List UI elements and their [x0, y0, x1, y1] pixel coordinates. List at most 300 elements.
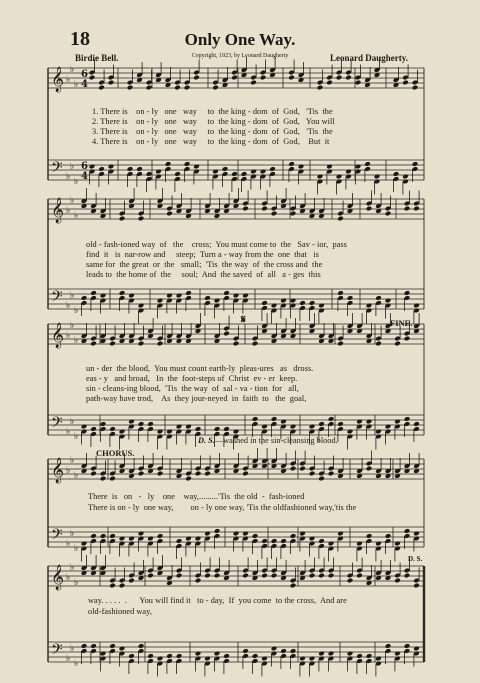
- note-head: [184, 161, 191, 167]
- flat-sign: ♭: [66, 301, 71, 311]
- note-head: [385, 424, 392, 430]
- note-head: [108, 164, 115, 170]
- note-head: [328, 541, 335, 547]
- note-head: [166, 429, 173, 435]
- bass-clef: 𝄢: [51, 288, 63, 309]
- note-head: [100, 293, 107, 299]
- note-head: [412, 161, 419, 167]
- note-head: [288, 75, 295, 81]
- note-head: [109, 476, 116, 482]
- note-head: [242, 293, 249, 299]
- note-head: [385, 211, 392, 217]
- note-head: [356, 573, 363, 579]
- flat-sign: ♭: [66, 75, 71, 85]
- note-head: [193, 75, 200, 81]
- note-head: [318, 476, 325, 482]
- ds-marker: D. S.: [408, 555, 423, 563]
- note-head: [394, 541, 401, 547]
- flat-sign: ♭: [74, 80, 79, 90]
- lyric-verse2-line3: eas - y and broad, In the foot-steps of Christ ev - er keep.: [86, 374, 298, 383]
- note-head: [328, 416, 335, 422]
- note-head: [109, 533, 116, 539]
- note-head: [347, 295, 354, 301]
- note-head: [193, 164, 200, 170]
- lyric-verse4-line1: 4. There is on - ly one way to the king - dom of God, But it: [92, 137, 330, 146]
- note-head: [90, 341, 97, 347]
- note-head: [326, 80, 333, 86]
- note-head: [128, 536, 135, 542]
- note-head: [81, 424, 88, 430]
- note-head: [271, 303, 278, 309]
- note-head: [385, 533, 392, 539]
- note-head: [337, 341, 344, 347]
- note-head: [337, 290, 344, 296]
- note-head: [138, 643, 145, 649]
- flat-sign: ♭: [74, 659, 79, 669]
- flat-sign: ♭: [66, 466, 71, 476]
- note-head: [271, 416, 278, 422]
- note-head: [309, 573, 316, 579]
- note-head: [347, 429, 354, 435]
- note-head: [155, 169, 162, 175]
- note-head: [242, 471, 249, 477]
- note-head: [337, 421, 344, 427]
- lyric-chorus-line2: There is on - ly one way, on - ly one way, 'Tis the oldfashioned way,'tis the: [88, 503, 357, 512]
- note-head: [326, 164, 333, 170]
- time-signature: 4: [81, 79, 88, 90]
- note-head: [185, 476, 192, 482]
- note-head: [176, 538, 183, 544]
- note-head: [309, 536, 316, 542]
- note-head: [108, 80, 115, 86]
- note-head: [261, 573, 268, 579]
- note-head: [100, 651, 107, 657]
- note-head: [222, 166, 229, 172]
- note-head: [345, 75, 352, 81]
- note-head: [280, 648, 287, 654]
- note-head: [233, 293, 240, 299]
- note-head: [366, 653, 373, 659]
- flat-sign: ♭: [70, 162, 75, 172]
- lyric-verse3-line1: 3. There is on - ly one way to the king - dom of God, 'Tis the: [92, 127, 333, 136]
- note-head: [356, 653, 363, 659]
- note-head: [212, 85, 219, 91]
- flat-sign: ♭: [66, 172, 71, 182]
- note-head: [261, 206, 268, 212]
- note-head: [413, 303, 420, 309]
- note-head: [119, 646, 126, 652]
- bass-clef: 𝄢: [51, 526, 63, 547]
- note-head: [90, 643, 97, 649]
- note-head: [328, 471, 335, 477]
- note-head: [413, 583, 420, 589]
- note-head: [119, 216, 126, 222]
- note-head: [223, 653, 230, 659]
- lyric-verse1-line2: old - fash-ioned way of the cross; You must come to the Sav - ior, pass: [86, 240, 347, 249]
- treble-clef: 𝄞: [51, 198, 65, 223]
- note-head: [157, 533, 164, 539]
- treble-clef: 𝄞: [51, 458, 65, 483]
- note-head: [309, 656, 316, 662]
- lyric-chorus-line1: There is on - ly one way,.........'Tis the old - fash-ioned: [88, 492, 305, 501]
- note-head: [393, 171, 400, 177]
- note-head: [147, 573, 154, 579]
- note-head: [174, 85, 181, 91]
- note-head: [280, 298, 287, 304]
- note-head: [394, 578, 401, 584]
- flat-sign: ♭: [70, 417, 75, 427]
- note-head: [127, 166, 134, 172]
- note-head: [375, 341, 382, 347]
- time-signature: 6: [81, 161, 88, 172]
- note-head: [157, 429, 164, 435]
- note-head: [318, 421, 325, 427]
- note-head: [223, 331, 230, 337]
- lyric-verse2-line2: find it is nar-row and steep; Turn a - way from the one that is: [86, 250, 319, 259]
- note-head: [128, 419, 135, 425]
- note-head: [119, 290, 126, 296]
- note-head: [138, 421, 145, 427]
- note-head: [299, 466, 306, 472]
- note-head: [242, 531, 249, 537]
- bass-clef: 𝄢: [51, 159, 63, 180]
- note-head: [413, 421, 420, 427]
- note-head: [269, 166, 276, 172]
- note-head: [223, 426, 230, 432]
- note-head: [271, 211, 278, 217]
- note-head: [252, 533, 259, 539]
- note-head: [366, 466, 373, 472]
- flat-sign: ♭: [70, 644, 75, 654]
- note-head: [394, 651, 401, 657]
- flat-sign: ♭: [74, 306, 79, 316]
- note-head: [204, 531, 211, 537]
- note-head: [195, 536, 202, 542]
- note-head: [385, 298, 392, 304]
- note-head: [165, 161, 172, 167]
- note-head: [375, 429, 382, 435]
- note-head: [241, 171, 248, 177]
- note-head: [260, 75, 267, 81]
- note-head: [404, 573, 411, 579]
- note-head: [147, 536, 154, 542]
- bass-clef: 𝄢: [51, 641, 63, 662]
- note-head: [375, 541, 382, 547]
- note-head: [404, 290, 411, 296]
- note-head: [204, 295, 211, 301]
- note-head: [100, 476, 107, 482]
- note-head: [138, 341, 145, 347]
- flat-sign: ♭: [74, 432, 79, 442]
- note-head: [127, 85, 134, 91]
- note-head: [318, 303, 325, 309]
- note-head: [404, 643, 411, 649]
- note-head: [119, 536, 126, 542]
- note-head: [356, 541, 363, 547]
- note-head: [242, 573, 249, 579]
- note-head: [347, 651, 354, 657]
- note-head: [288, 161, 295, 167]
- note-head: [90, 426, 97, 432]
- note-head: [250, 80, 257, 86]
- lyric-verse1-line1: 1. There is on - ly one way to the king - dom of God, 'Tis the: [92, 107, 333, 116]
- composer-credit: Birdie Bell.: [75, 53, 119, 63]
- treble-clef: 𝄞: [51, 565, 65, 590]
- note-head: [231, 171, 238, 177]
- note-head: [309, 471, 316, 477]
- flat-sign: ♭: [70, 529, 75, 539]
- note-head: [261, 300, 268, 306]
- note-head: [250, 169, 257, 175]
- note-head: [252, 653, 259, 659]
- note-head: [242, 648, 249, 654]
- note-head: [413, 646, 420, 652]
- note-head: [336, 174, 343, 180]
- note-head: [412, 85, 419, 91]
- note-head: [128, 578, 135, 584]
- lyric-final-line1: way. . . . . . You will find it to - day, If you come to the cross, And are: [88, 596, 347, 605]
- note-head: [280, 538, 287, 544]
- note-head: [136, 166, 143, 172]
- chorus-marker: CHORUS.: [96, 448, 135, 458]
- lyric-verse3-line2: same for the great or the small; 'Tis the way of the cross and the: [86, 260, 323, 269]
- note-head: [290, 533, 297, 539]
- flat-sign: ♭: [70, 456, 75, 466]
- note-head: [404, 336, 411, 342]
- note-head: [336, 75, 343, 81]
- lyric-verse1-line3: un - der the blood, You must count earth-ly pleas-ures as dross.: [86, 364, 314, 373]
- note-head: [176, 293, 183, 299]
- time-signature: 6: [81, 69, 88, 80]
- note-head: [195, 426, 202, 432]
- note-head: [185, 290, 192, 296]
- note-head: [223, 290, 230, 296]
- note-head: [147, 421, 154, 427]
- flat-sign: ♭: [70, 291, 75, 301]
- note-head: [204, 656, 211, 662]
- flat-sign: ♭: [74, 177, 79, 187]
- note-head: [128, 293, 135, 299]
- note-head: [214, 426, 221, 432]
- flat-sign: ♭: [70, 65, 75, 75]
- note-head: [109, 341, 116, 347]
- note-head: [98, 85, 105, 91]
- ds-text: —washed in the sin-cleansing blood.: [214, 436, 338, 445]
- note-head: [100, 533, 107, 539]
- flat-sign: ♭: [74, 211, 79, 221]
- note-head: [328, 651, 335, 657]
- note-head: [261, 424, 268, 430]
- note-head: [299, 300, 306, 306]
- note-head: [212, 169, 219, 175]
- note-head: [146, 85, 153, 91]
- copyright-notice: Copyright, 1923, by Leonard Daugherty: [191, 53, 289, 59]
- note-head: [157, 298, 164, 304]
- note-head: [204, 471, 211, 477]
- note-head: [138, 303, 145, 309]
- note-head: [81, 541, 88, 547]
- author-credit: Leonard Daugherty.: [330, 53, 409, 63]
- flat-sign: ♭: [66, 206, 71, 216]
- dal-segno-line: [198, 436, 338, 445]
- note-head: [90, 471, 97, 477]
- note-head: [176, 573, 183, 579]
- note-head: [375, 656, 382, 662]
- note-head: [233, 429, 240, 435]
- note-head: [109, 643, 116, 649]
- note-head: [185, 536, 192, 542]
- note-head: [394, 419, 401, 425]
- note-head: [204, 573, 211, 579]
- note-head: [166, 653, 173, 659]
- note-head: [119, 429, 126, 435]
- note-head: [89, 164, 96, 170]
- note-head: [184, 85, 191, 91]
- note-head: [404, 206, 411, 212]
- fine-marker: FINE.: [390, 318, 413, 328]
- note-head: [366, 533, 373, 539]
- note-head: [317, 174, 324, 180]
- note-head: [317, 85, 324, 91]
- note-head: [252, 416, 259, 422]
- note-head: [366, 419, 373, 425]
- note-head: [385, 643, 392, 649]
- note-head: [195, 471, 202, 477]
- segno-sign: 𝄋: [241, 314, 246, 326]
- note-head: [337, 531, 344, 537]
- note-head: [290, 466, 297, 472]
- ds-label: D. S.: [198, 436, 215, 445]
- lyric-final-line2: old-fashioned way,: [88, 607, 152, 616]
- note-head: [176, 653, 183, 659]
- note-head: [214, 573, 221, 579]
- note-head: [98, 166, 105, 172]
- note-head: [260, 169, 267, 175]
- note-head: [128, 653, 135, 659]
- flat-sign: ♭: [74, 578, 79, 588]
- note-head: [89, 75, 96, 81]
- note-head: [146, 171, 153, 177]
- hymn-number: 18: [70, 28, 90, 50]
- note-head: [252, 341, 259, 347]
- note-head: [309, 424, 316, 430]
- note-head: [318, 573, 325, 579]
- flat-sign: ♭: [66, 427, 71, 437]
- note-head: [290, 648, 297, 654]
- note-head: [214, 298, 221, 304]
- note-head: [176, 424, 183, 430]
- note-head: [366, 206, 373, 212]
- note-head: [195, 578, 202, 584]
- note-head: [318, 538, 325, 544]
- note-head: [280, 419, 287, 425]
- note-head: [290, 424, 297, 430]
- note-head: [299, 656, 306, 662]
- flat-sign: ♭: [74, 471, 79, 481]
- note-head: [364, 161, 371, 167]
- note-head: [328, 573, 335, 579]
- note-head: [214, 528, 221, 534]
- note-head: [404, 528, 411, 534]
- note-head: [109, 426, 116, 432]
- note-head: [147, 653, 154, 659]
- flat-sign: ♭: [70, 321, 75, 331]
- flat-sign: ♭: [74, 336, 79, 346]
- note-head: [233, 341, 240, 347]
- note-head: [261, 538, 268, 544]
- time-signature: 4: [81, 171, 88, 182]
- flat-sign: ♭: [66, 539, 71, 549]
- bass-clef: 𝄢: [51, 414, 63, 435]
- note-head: [298, 164, 305, 170]
- note-head: [355, 164, 362, 170]
- flat-sign: ♭: [70, 196, 75, 206]
- note-head: [138, 531, 145, 537]
- note-head: [195, 651, 202, 657]
- note-head: [402, 80, 409, 86]
- note-head: [214, 651, 221, 657]
- flat-sign: ♭: [74, 544, 79, 554]
- note-head: [374, 174, 381, 180]
- note-head: [271, 573, 278, 579]
- note-head: [174, 171, 181, 177]
- lyric-verse4-line2: leads to the home of the soul; And the saved of all a - ges this: [86, 270, 321, 279]
- note-head: [119, 583, 126, 589]
- note-head: [90, 533, 97, 539]
- note-head: [157, 341, 164, 347]
- note-head: [185, 424, 192, 430]
- note-head: [81, 643, 88, 649]
- lyric-verse2-line1: 2. There is on - ly one way to the king - dom of God, You will: [92, 117, 335, 126]
- note-head: [233, 531, 240, 537]
- note-head: [109, 583, 116, 589]
- note-head: [290, 211, 297, 217]
- note-head: [413, 206, 420, 212]
- note-head: [309, 300, 316, 306]
- flat-sign: ♭: [66, 331, 71, 341]
- note-head: [138, 471, 145, 477]
- note-head: [138, 216, 145, 222]
- note-head: [290, 583, 297, 589]
- note-head: [100, 421, 107, 427]
- note-head: [271, 538, 278, 544]
- note-head: [166, 211, 173, 217]
- note-head: [231, 75, 238, 81]
- note-head: [157, 471, 164, 477]
- note-head: [337, 216, 344, 222]
- note-head: [81, 295, 88, 301]
- flat-sign: ♭: [66, 573, 71, 583]
- note-head: [345, 169, 352, 175]
- hymn-title: Only One Way.: [184, 30, 296, 49]
- flat-sign: ♭: [66, 654, 71, 664]
- lyric-verse3-line3: sin - cleans-ing blood, 'Tis the way of sal - va - tion for all,: [86, 384, 299, 393]
- note-head: [413, 531, 420, 537]
- note-head: [366, 303, 373, 309]
- lyric-verse4-line3: path-way have trod, As they jour-neyed in faith to the goal,: [86, 394, 307, 403]
- note-head: [242, 206, 249, 212]
- note-head: [355, 80, 362, 86]
- note-head: [290, 298, 297, 304]
- note-head: [90, 290, 97, 296]
- note-head: [166, 293, 173, 299]
- note-head: [394, 341, 401, 347]
- note-head: [375, 295, 382, 301]
- note-head: [157, 656, 164, 662]
- note-head: [404, 416, 411, 422]
- treble-clef: 𝄞: [51, 67, 65, 92]
- note-head: [271, 646, 278, 652]
